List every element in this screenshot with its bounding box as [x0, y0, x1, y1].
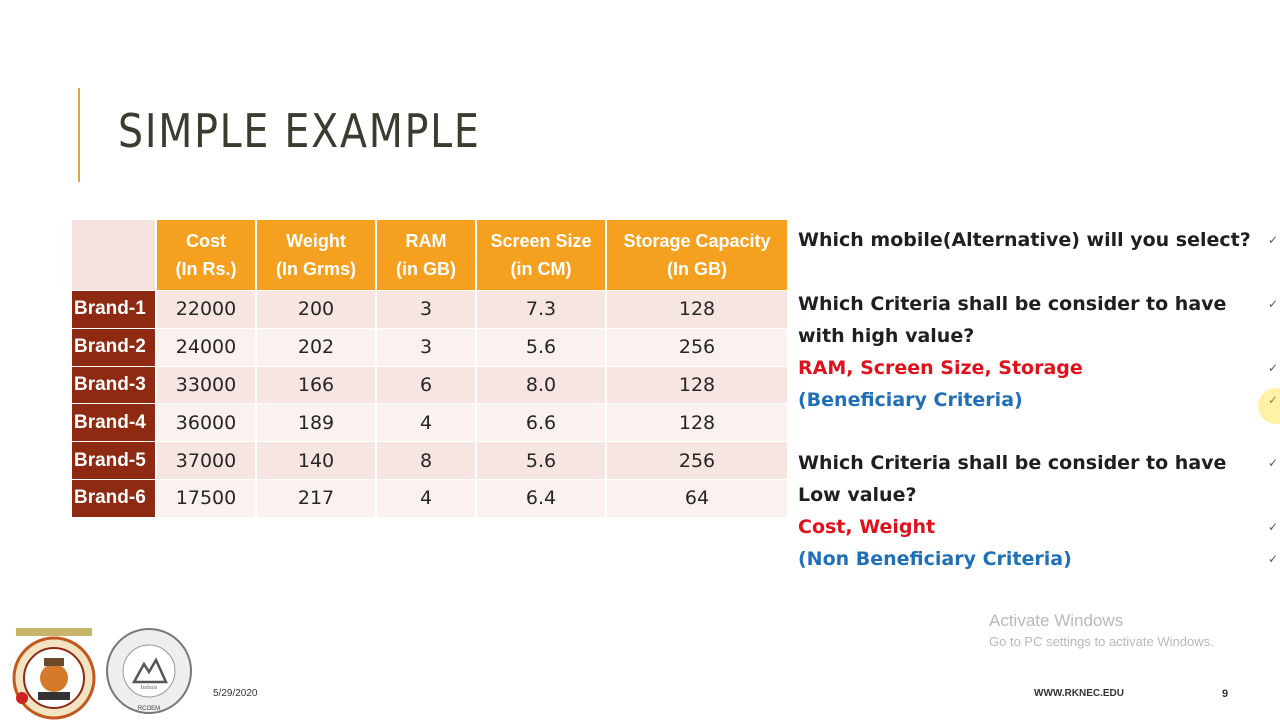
brand-cell: Brand-2 — [72, 328, 156, 366]
answer-beneficiary: RAM, Screen Size, Storage — [798, 357, 1083, 379]
brand-cell: Brand-1 — [72, 291, 156, 329]
cost-cell: 36000 — [156, 404, 256, 442]
cost-cell: 24000 — [156, 328, 256, 366]
table-row — [72, 328, 788, 366]
storage-cell: 128 — [606, 366, 788, 404]
ram-cell: 6 — [376, 366, 476, 404]
page-number: 9 — [1222, 688, 1229, 700]
column-header-ram: RAM (in GB) — [376, 220, 476, 291]
ram-cell: 3 — [376, 328, 476, 366]
note-beneficiary: (Beneficiary Criteria) — [798, 389, 1023, 411]
title-accent-line — [78, 88, 80, 182]
column-header-screen-size: Screen Size (in CM) — [476, 220, 606, 291]
bullet-check-icon: ✓ — [1267, 520, 1278, 534]
storage-cell: 128 — [606, 291, 788, 329]
cost-cell: 37000 — [156, 442, 256, 480]
question-low-value-line2: Low value? — [798, 484, 917, 506]
comparison-table — [72, 220, 789, 517]
question-high-value-line2: with high value? — [798, 325, 975, 347]
brand-cell: Brand-5 — [72, 442, 156, 480]
weight-cell: 189 — [256, 404, 376, 442]
question-which-mobile: Which mobile(Alternative) will you select? — [798, 229, 1251, 251]
screen-size-cell: 6.4 — [476, 479, 606, 516]
cursor-highlight — [1258, 388, 1280, 424]
cost-cell: 33000 — [156, 366, 256, 404]
cost-cell: 22000 — [156, 291, 256, 329]
bullet-check-icon: ✓ — [1267, 456, 1278, 470]
table-corner-cell — [72, 220, 156, 291]
question-high-value-line1: Which Criteria shall be consider to have — [798, 293, 1227, 315]
bullet-check-icon: ✓ — [1267, 233, 1278, 247]
brand-cell: Brand-4 — [72, 404, 156, 442]
question-low-value-line1: Which Criteria shall be consider to have — [798, 452, 1227, 474]
weight-cell: 166 — [256, 366, 376, 404]
bullet-check-icon: ✓ — [1267, 552, 1278, 566]
screen-size-cell: 5.6 — [476, 442, 606, 480]
table-row — [72, 366, 788, 404]
screen-size-cell: 6.6 — [476, 404, 606, 442]
answer-non-beneficiary: Cost, Weight — [798, 516, 936, 538]
screen-size-cell: 5.6 — [476, 328, 606, 366]
weight-cell: 200 — [256, 291, 376, 329]
column-header-cost: Cost (In Rs.) — [156, 220, 256, 291]
svg-text:RCOEM: RCOEM — [137, 706, 161, 712]
note-non-beneficiary: (Non Beneficiary Criteria) — [798, 548, 1072, 570]
weight-cell: 202 — [256, 328, 376, 366]
bullet-check-icon: ✓ — [1267, 297, 1278, 311]
column-header-weight: Weight (In Grms) — [256, 220, 376, 291]
table-header-row — [72, 220, 788, 291]
activate-windows-title: Activate Windows — [989, 611, 1124, 630]
weight-cell: 217 — [256, 479, 376, 516]
ram-cell: 4 — [376, 404, 476, 442]
bullet-check-icon: ✓ — [1267, 361, 1278, 375]
brand-cell: Brand-3 — [72, 366, 156, 404]
weight-cell: 140 — [256, 442, 376, 480]
bullet-check-icon: ✓ — [1267, 393, 1278, 407]
table-row — [72, 442, 788, 480]
activate-windows-watermark[interactable] — [989, 610, 1214, 652]
storage-cell: 128 — [606, 404, 788, 442]
screen-size-cell: 7.3 — [476, 291, 606, 329]
storage-cell: 256 — [606, 328, 788, 366]
ram-cell: 8 — [376, 442, 476, 480]
storage-cell: 256 — [606, 442, 788, 480]
department-logo — [104, 626, 194, 716]
footer-website: WWW.RKNEC.EDU — [1034, 688, 1124, 699]
college-logo — [8, 628, 100, 720]
table-row — [72, 404, 788, 442]
activate-windows-subtitle: Go to PC settings to activate Windows. — [989, 634, 1214, 649]
svg-text:Imbuis: Imbuis — [140, 685, 158, 691]
ram-cell: 3 — [376, 291, 476, 329]
column-header-storage: Storage Capacity (In GB) — [606, 220, 788, 291]
table-row — [72, 479, 788, 516]
slide-title: SIMPLE EXAMPLE — [118, 104, 481, 158]
cost-cell: 17500 — [156, 479, 256, 516]
screen-size-cell: 8.0 — [476, 366, 606, 404]
footer-date: 5/29/2020 — [213, 688, 258, 699]
ram-cell: 4 — [376, 479, 476, 516]
table-row — [72, 291, 788, 329]
brand-cell: Brand-6 — [72, 479, 156, 516]
storage-cell: 64 — [606, 479, 788, 516]
